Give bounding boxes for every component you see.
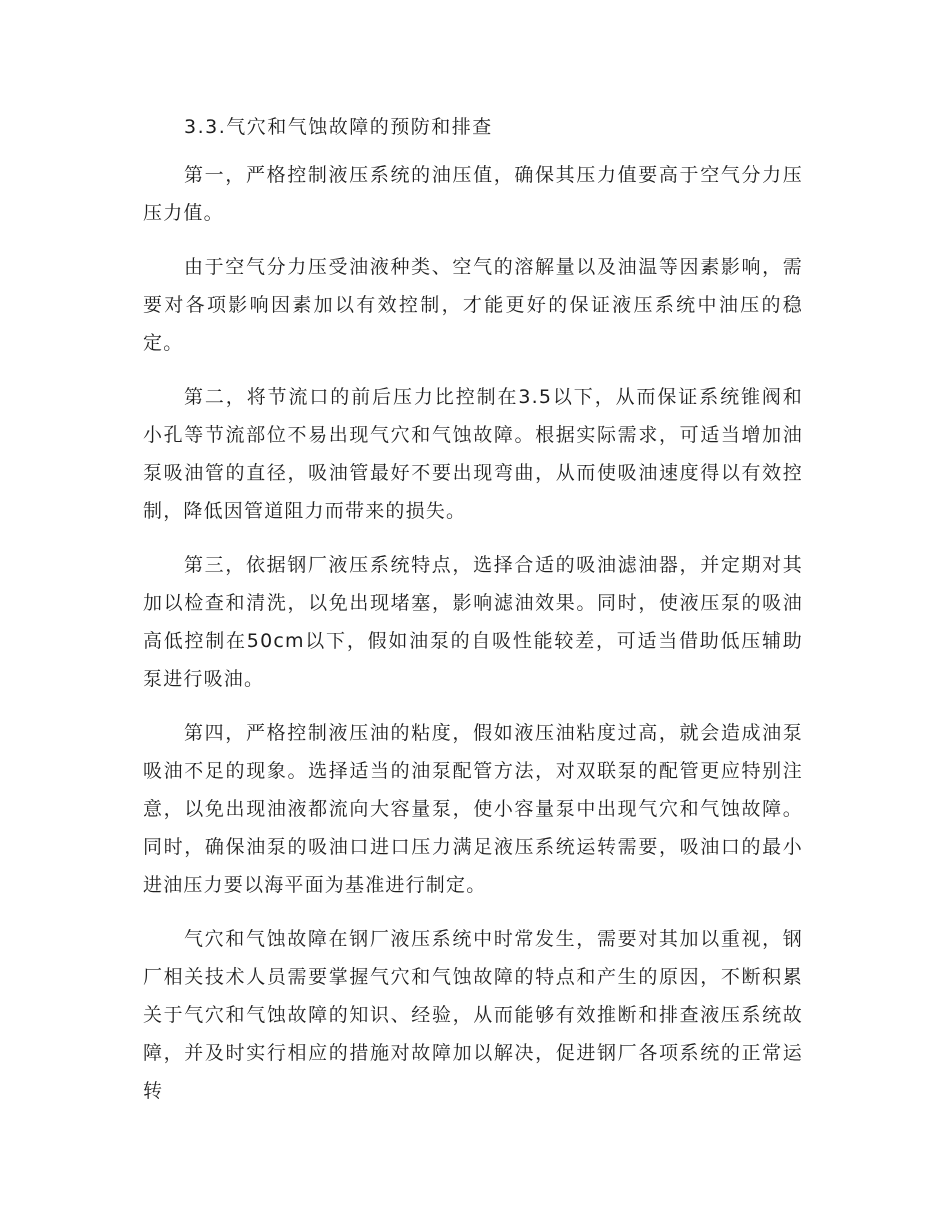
document-body — [143, 108, 803, 1110]
paragraph-5: 第四，严格控制液压油的粘度，假如液压油粘度过高，就会造成油泵吸油不足的现象。选择适当的油泵配管方法，对双联泵的配管更应特别注意，以免出现油液都流向大容量泵，使小容量泵中出现气穴和气蚀故障。同时，确保油泵的吸油口进口压力满足液压系统运转需要，吸油口的最小进油压力要以海平面为基准进行制定。 — [143, 722, 803, 896]
paragraph-6: 气穴和气蚀故障在钢厂液压系统中时常发生，需要对其加以重视，钢厂相关技术人员需要掌握气穴和气蚀故障的特点和产生的原因，不断积累关于气穴和气蚀故障的知识、经验，从而能够有效推断和排查液压系统故障，并及时实行相应的措施对故障加以解决，促进钢厂各项系统的正常运转 — [143, 928, 803, 1102]
section-heading: 3.3.气穴和气蚀故障的预防和排查 — [184, 116, 493, 138]
paragraph-2: 由于空气分力压受油液种类、空气的溶解量以及油温等因素影响，需要对各项影响因素加以有效控制，才能更好的保证液压系统中油压的稳定。 — [143, 256, 803, 354]
paragraph-3: 第二，将节流口的前后压力比控制在3.5以下，从而保证系统锥阀和小孔等节流部位不易出现气穴和气蚀故障。根据实际需求，可适当增加油泵吸油管的直径，吸油管最好不要出现弯曲，从而使吸油速度得以有效控制，降低因管道阻力而带来的损失。 — [143, 386, 803, 522]
paragraph-1: 第一，严格控制液压系统的油压值，确保其压力值要高于空气分力压压力值。 — [143, 164, 803, 224]
paragraph-4: 第三，依据钢厂液压系统特点，选择合适的吸油滤油器，并定期对其加以检查和清洗，以免出现堵塞，影响滤油效果。同时，使液压泵的吸油高低控制在50cm以下，假如油泵的自吸性能较差，可适当借助低压辅助泵进行吸油。 — [143, 554, 803, 690]
